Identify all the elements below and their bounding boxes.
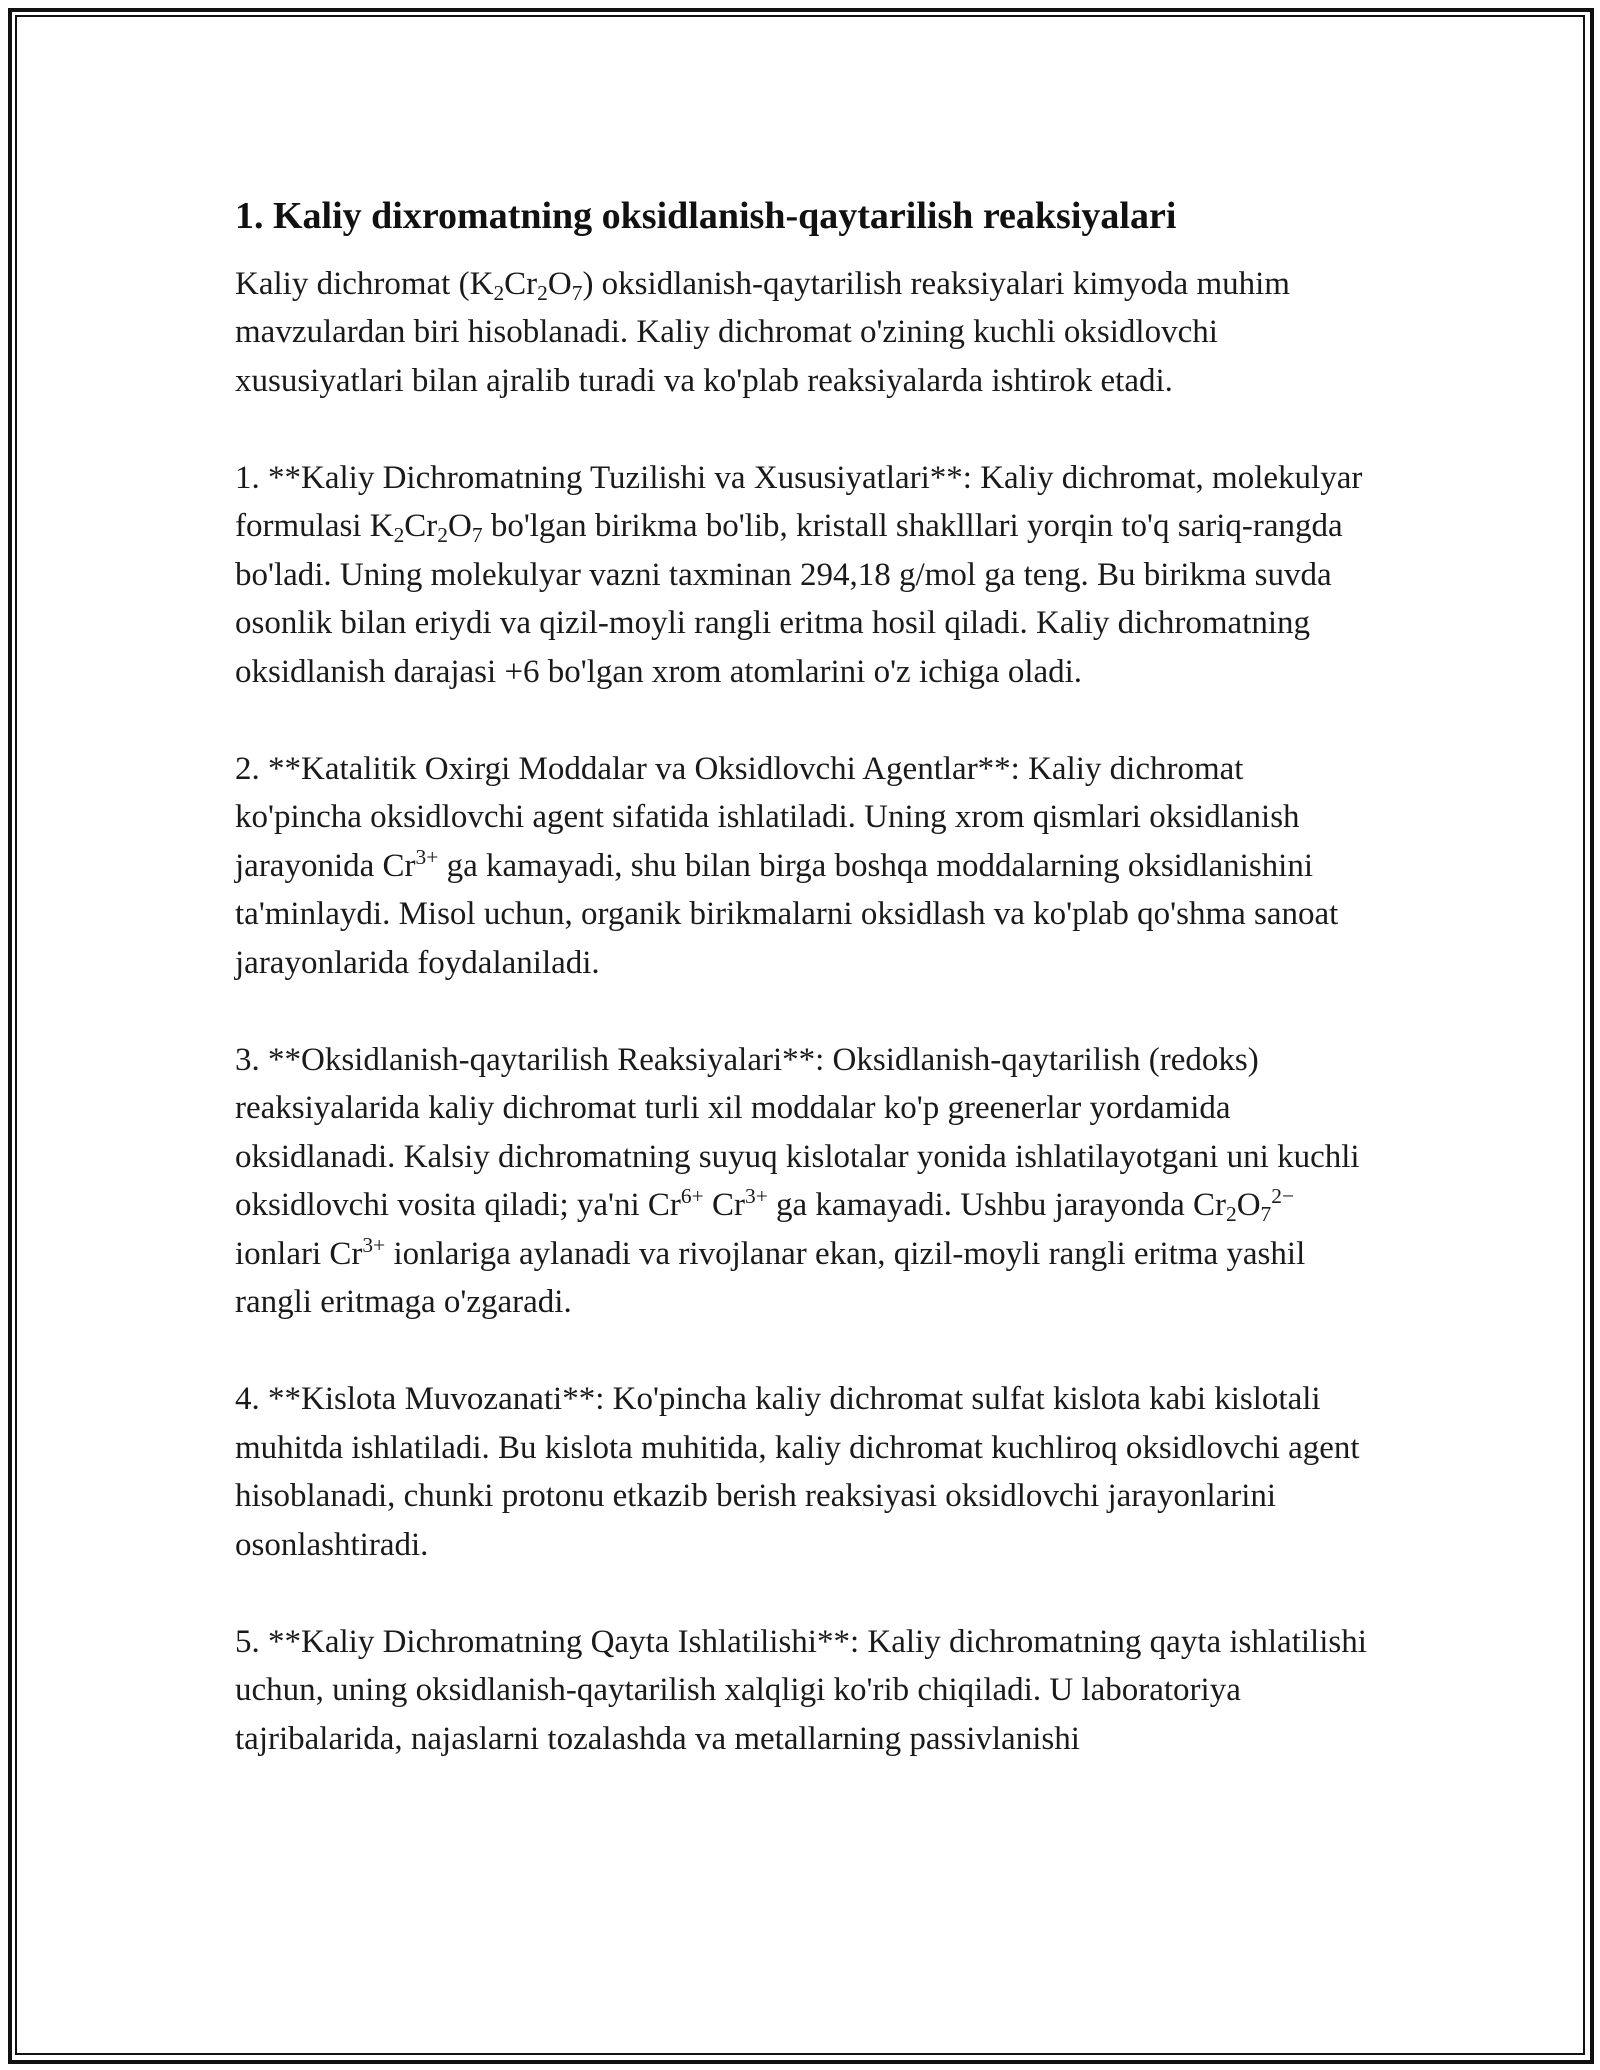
subscript: 2 [437,523,448,548]
text-run: ionlariga aylanadi va rivojlanar ekan, qizil-moyli rangli eritma yashil rangli eritmaga o'zgaradi. [235,1235,1306,1321]
text-run: Cr [404,508,438,545]
subscript: 7 [571,280,583,305]
superscript: 3+ [744,1184,768,1209]
text-run: Kaliy dichromat (K [235,265,494,302]
text-run: O [1236,1187,1261,1224]
text-run: 1. **Kaliy Dichromatning Tuzilishi va Xususiyatlari**: Kaliy dichromat, molekulyar formulasi K [235,459,1363,545]
text-run: ga kamayadi. Ushbu jarayonda Cr [767,1187,1226,1224]
text-run: Cr [504,265,538,302]
text-run: 3. **Oksidlanish-qaytarilish Reaksiyalari**: Oksidlanish-qaytarilish (redoks) reaksiyalarida kaliy dichromat turli xil moddalar ko'p greenerlar yordamida oksidlanadi. Kalsiy dichromatning suyuq kislotalar yonida ishlatilayotgani uni kuchli oksidlovchi vosita qiladi; ya'ni Cr [235,1041,1360,1224]
text-run: Cr [703,1187,745,1224]
subscript: 7 [471,523,483,548]
text-run: ionlari Cr [235,1235,363,1272]
superscript: 3+ [362,1232,386,1257]
list-item-3 [235,1036,1375,1327]
text-run: ) oksidlanish-qaytarilish reaksiyalari kimyoda muhim mavzulardan biri hisoblanadi. Kaliy dichromat o'zining kuchli oksidlovchi xususiyatlari bilan ajralib turadi va ko'plab reaksiyalarda ishtirok etadi. [235,265,1290,399]
superscript: 3+ [415,844,439,869]
text-run: 2. **Katalitik Oxirgi Moddalar va Oksidlovchi Agentlar**: Kaliy dichromat ko'pincha oksidlovchi agent sifatida ishlatiladi. Uning xrom qismlari oksidlanish jarayonida Cr [235,750,1300,884]
superscript: 2− [1271,1184,1295,1209]
subscript: 2 [393,523,405,548]
subscript: 2 [1225,1202,1237,1227]
list-item-4: 4. **Kislota Muvozanati**: Ko'pincha kaliy dichromat sulfat kislota kabi kislotali muhitda ishlatiladi. Bu kislota muhitida, kaliy dichromat kuchliroq oksidlovchi agent hisoblanadi, chunki protonu etkazib berish reaksiyasi oksidlovchi jarayonlarini osonlashtiradi. [235,1381,1360,1563]
superscript: 6+ [680,1184,704,1209]
document-body [235,182,1375,1812]
list-item-2 [235,745,1375,988]
subscript: 7 [1260,1202,1272,1227]
list-item-5: 5. **Kaliy Dichromatning Qayta Ishlatilishi**: Kaliy dichromatning qayta ishlatilishi uchun, uning oksidlanish-qaytarilish xalqligi ko'rib chiqiladi. U laboratoriya tajribalarida, najaslarni tozalashda va metallarning passivlanishi [235,1623,1367,1757]
text-run: O [448,508,472,545]
intro-paragraph [235,260,1375,406]
list-item-1 [235,454,1375,697]
section-heading: 1. Kaliy dixromatning oksidlanish-qaytarilish reaksiyalari [235,195,1177,237]
subscript: 2 [537,280,548,305]
text-run: bo'lgan birikma bo'lib, kristall shaklllari yorqin to'q sariq-rangda bo'ladi. Uning molekulyar vazni taxminan 294,18 g/mol ga teng. Bu birikma suvda osonlik bilan eriydi va qizil-moyli rangli eritma hosil qiladi. Kaliy dichromatning oksidlanish darajasi +6 bo'lgan xrom atomlarini o'z ichiga oladi. [235,508,1343,690]
text-run: ga kamayadi, shu bilan birga boshqa moddalarning oksidlanishini ta'minlaydi. Misol uchun, organik birikmalarni oksidlash va ko'plab qo'shma sanoat jarayonlarida foydalaniladi. [235,847,1339,981]
text-run: O [547,265,572,302]
subscript: 2 [493,280,505,305]
